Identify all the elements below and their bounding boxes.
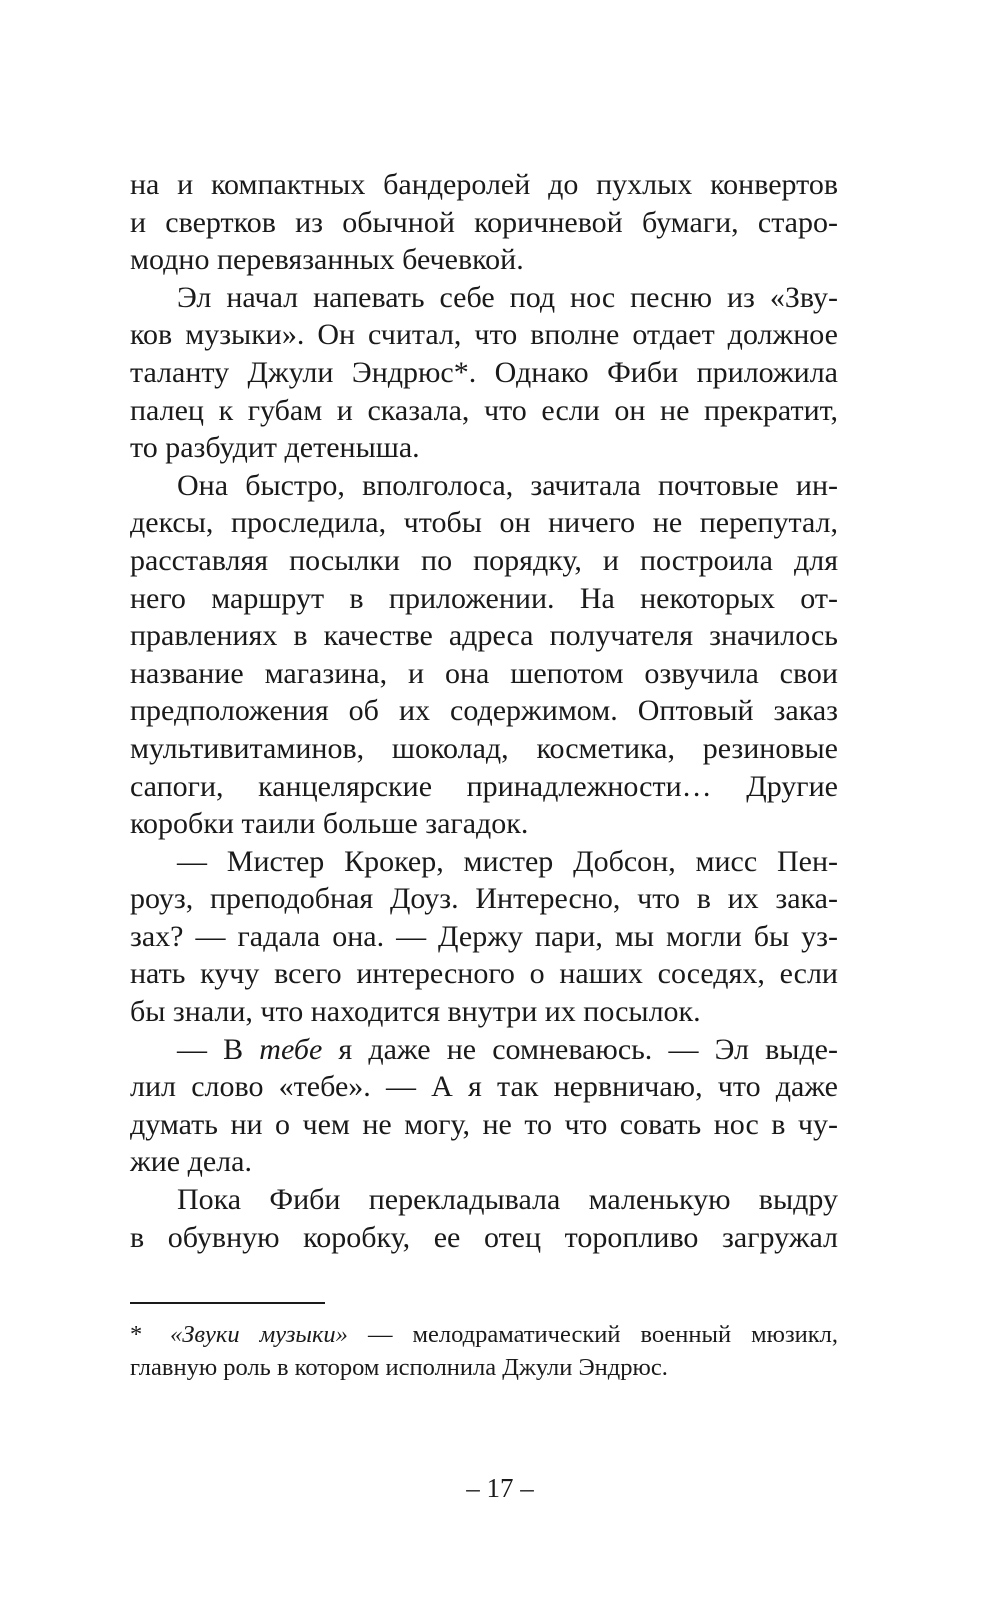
text-line: сапоги, канцелярские принадлежности… Другие bbox=[130, 769, 838, 803]
text-line: зах? — гадала она. — Держу пари, мы могли бы уз- bbox=[130, 919, 838, 953]
text-line: предположения об их содержимом. Оптовый заказ bbox=[130, 694, 838, 728]
text-line: правлениях в качестве адреса получателя значилось bbox=[130, 619, 838, 653]
text-line: мультивитаминов, шоколад, косметика, резиновые bbox=[130, 731, 838, 765]
text-line: название магазина, и она шепотом озвучила свои bbox=[130, 656, 838, 690]
text-line: роуз, преподобная Доуз. Интересно, что в их зака- bbox=[130, 882, 838, 916]
footnote-line bbox=[130, 1318, 838, 1351]
text-line: на и компактных бандеролей до пухлых конвертов bbox=[130, 168, 838, 201]
text-line: расставляя посылки по порядку, и построила для bbox=[130, 543, 838, 577]
dialogue-line bbox=[130, 1031, 838, 1069]
text-line: и свертков из обычной коричневой бумаги, старо- bbox=[130, 205, 838, 239]
text-line: палец к губам и сказала, что если он не прекратит, bbox=[130, 393, 838, 427]
text-line: дексы, проследила, чтобы он ничего не перепутал, bbox=[130, 506, 838, 540]
text-line: коробки таили больше загадок. bbox=[130, 807, 529, 841]
text-line: в обувную коробку, ее отец торопливо загружал bbox=[130, 1220, 838, 1254]
text-line: думать ни о чем не могу, не то что совать нос в чу- bbox=[130, 1107, 838, 1141]
footnote-divider bbox=[130, 1302, 325, 1304]
paragraph-start: Пока Фиби перекладывала маленькую выдру bbox=[177, 1183, 838, 1217]
footnote-text: — мелодраматический военный мюзикл, bbox=[347, 1321, 838, 1348]
text-line: то разбудит детеныша. bbox=[130, 431, 420, 465]
text-line: бы знали, что находится внутри их посылок. bbox=[130, 995, 701, 1029]
dialogue-after: я даже не сомневаюсь. — Эл выде- bbox=[322, 1032, 838, 1066]
text-line: жие дела. bbox=[130, 1145, 252, 1179]
dialogue-before: — В bbox=[177, 1032, 260, 1066]
text-line: таланту Джули Эндрюс*. Однако Фиби приложила bbox=[130, 355, 838, 389]
text-line: нать кучу всего интересного о наших соседях, если bbox=[130, 957, 838, 991]
footnote-marker: * bbox=[130, 1321, 143, 1348]
footnote-title: «Звуки музыки» bbox=[170, 1321, 348, 1348]
footnote bbox=[130, 1318, 838, 1384]
text-line: ков музыки». Он считал, что вполне отдает должное bbox=[130, 318, 838, 352]
paragraph-start: — Мистер Крокер, мистер Добсон, мисс Пен- bbox=[177, 844, 838, 878]
main-text bbox=[130, 166, 838, 1256]
text-line: него маршрут в приложении. На некоторых от- bbox=[130, 581, 838, 615]
footnote-line: главную роль в котором исполнила Джули Эндрюс. bbox=[130, 1354, 668, 1381]
text-line: модно перевязанных бечевкой. bbox=[130, 243, 524, 277]
text-line: лил слово «тебе». — А я так нервничаю, что даже bbox=[130, 1070, 838, 1104]
paragraph-start: Она быстро, вполголоса, зачитала почтовые ин- bbox=[177, 468, 838, 502]
paragraph-start: Эл начал напевать себе под нос песню из «Зву- bbox=[177, 280, 838, 314]
page-number: – 17 – bbox=[466, 1473, 534, 1503]
emphasized-word: тебе bbox=[259, 1032, 323, 1066]
